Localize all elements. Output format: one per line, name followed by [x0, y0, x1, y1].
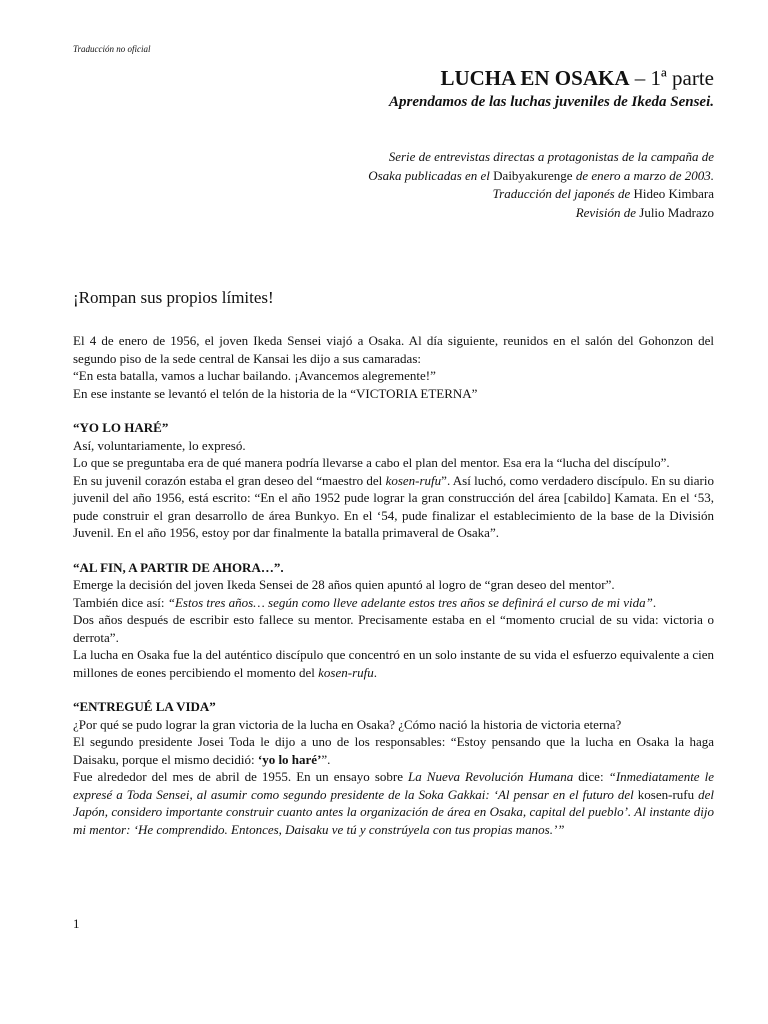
s2-paragraph-3: Dos años después de escribir esto fallece su mentor. Precisamente estaba en el “momento crucial de su vida: victoria o derrota”. [73, 612, 714, 645]
series-credits [368, 148, 714, 222]
heading-al-fin: “AL FIN, A PARTIR DE AHORA…”. [73, 559, 284, 575]
reviewer-line: Revisión de Julio Madrazo [575, 204, 714, 220]
unofficial-translation-note: Traducción no oficial [73, 44, 151, 54]
document-subtitle: Aprendamos de las luchas juveniles de Ikeda Sensei. [388, 94, 714, 110]
title-suffix: – 1ª parte [629, 66, 714, 90]
s2-paragraph-2: También dice así: “Estos tres años… según como lleve adelante estos tres años se definirá el curso de mi vida”. [73, 594, 657, 610]
section-title: ¡Rompan sus propios límites! [73, 288, 274, 307]
intro-paragraph-2: “En esta batalla, vamos a luchar bailando. ¡Avancemos alegremente!” [73, 368, 436, 383]
intro-paragraph-3: En ese instante se levantó el telón de la historia de la “VICTORIA ETERNA” [73, 385, 478, 401]
s3-paragraph-2: El segundo presidente Josei Toda le dijo a uno de los responsables: “Estoy pensando que la lucha en Osaka la haga Daisaku, porque el mismo decidió: ‘yo lo haré’”. [73, 734, 714, 767]
document-body [73, 286, 714, 838]
document-title [389, 64, 714, 92]
intro-paragraph-1: El 4 de enero de 1956, el joven Ikeda Sensei viajó a Osaka. Al día siguiente, reunidos en el salón del Gohonzon del segundo piso de la sede central de Kansai les dijo a sus camaradas: [73, 333, 714, 366]
s2-paragraph-4: La lucha en Osaka fue la del auténtico discípulo que concentró en un solo instante de su vida el esfuerzo equivalente a cien millones de eones percibiendo el momento del kosen-rufu. [73, 647, 714, 680]
s3-paragraph-3: Fue alrededor del mes de abril de 1955. En un ensayo sobre La Nueva Revolución Humana dice: “Inmediatamente le expresé a Toda Sensei, al asumir como segundo presidente de la Soka Gakkai: ‘Al pensar en el futuro del kosen-rufu del Japón, considero importante construir cuanto antes la organización de área en Osaka, capital del pueblo’. Al instante dijo mi mentor: ‘He comprendido. Entonces, Daisaku ve tú y constrúyela con tus propias manos.’” [73, 769, 714, 837]
title-block [389, 64, 714, 112]
translator-line: Traducción del japonés de Hideo Kimbara [492, 186, 714, 201]
series-line-1: Serie de entrevistas directas a protagonistas de la campaña de [388, 149, 714, 164]
s1-paragraph-1: Así, voluntariamente, lo expresó. [73, 437, 246, 453]
page-number: 1 [73, 916, 80, 931]
heading-entregue-la-vida: “ENTREGUÉ LA VIDA” [73, 699, 216, 714]
heading-yo-lo-hare: “YO LO HARÉ” [73, 420, 169, 435]
s1-paragraph-2: Lo que se preguntaba era de qué manera podría llevarse a cabo el plan del mentor. Esa era la “lucha del discípulo”. [73, 455, 670, 470]
reviewer-name: Julio Madrazo [639, 204, 714, 220]
s1-paragraph-3: En su juvenil corazón estaba el gran deseo del “maestro del kosen-rufu”. Así luchó, como verdadero discípulo. En su diario juvenil del año 1956, está escrito: “En el año 1952 pude lograr la gran construcción del área [cabildo] Kamata. En el ‘53, pude construir el gran desarrollo de área Bunkyo. En el ‘54, pude finalizar el establecimiento de la base de la División Juvenil. En el año 1956, estoy por dar finalmente la batalla primaveral de Osaka”. [73, 472, 714, 540]
series-line-2: Osaka publicadas en el Daibyakurenge de enero a marzo de 2003. [368, 167, 714, 183]
s2-paragraph-1: Emerge la decisión del joven Ikeda Sensei de 28 años quien apuntó al logro de “gran deseo del mentor”. [73, 577, 615, 592]
s3-paragraph-1: ¿Por qué se pudo lograr la gran victoria de la lucha en Osaka? ¿Cómo nació la historia de victoria eterna? [73, 716, 622, 732]
translator-name: Hideo Kimbara [633, 186, 714, 201]
title-main: LUCHA EN OSAKA [440, 66, 630, 90]
publication-name: Daibyakurenge [493, 167, 573, 183]
